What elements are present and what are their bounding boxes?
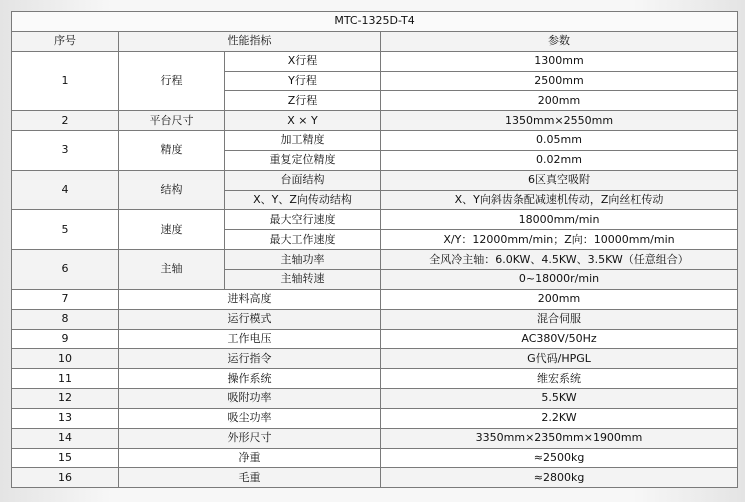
table-row	[12, 289, 738, 309]
row-no: 3	[12, 131, 119, 171]
table-row	[12, 111, 738, 131]
row-no: 1	[12, 51, 119, 111]
table-row	[12, 428, 738, 448]
row-category: 进料高度	[119, 289, 381, 309]
table-row	[12, 250, 738, 270]
row-no: 11	[12, 369, 119, 389]
row-no: 6	[12, 250, 119, 290]
header-no: 序号	[12, 31, 119, 51]
row-value: 全风冷主轴：6.0KW、4.5KW、3.5KW（任意组合）	[381, 250, 738, 270]
row-value: AC380V/50Hz	[381, 329, 738, 349]
row-no: 2	[12, 111, 119, 131]
table-row	[12, 408, 738, 428]
row-value: 0.05mm	[381, 131, 738, 151]
header-spec: 性能指标	[119, 31, 381, 51]
row-value: 18000mm/min	[381, 210, 738, 230]
table-row	[12, 468, 738, 488]
row-subitem: Z行程	[225, 91, 381, 111]
row-value: ≈2800kg	[381, 468, 738, 488]
row-subitem: 主轴转速	[225, 269, 381, 289]
row-subitem: 最大空行速度	[225, 210, 381, 230]
row-value: X、Y向斜齿条配减速机传动，Z向丝杠传动	[381, 190, 738, 210]
row-no: 4	[12, 170, 119, 210]
row-subitem: X、Y、Z向传动结构	[225, 190, 381, 210]
row-no: 5	[12, 210, 119, 250]
row-value: 1350mm×2550mm	[381, 111, 738, 131]
row-subitem: Y行程	[225, 71, 381, 91]
row-category: 操作系统	[119, 369, 381, 389]
row-value: 0~18000r/min	[381, 269, 738, 289]
row-no: 7	[12, 289, 119, 309]
row-category: 净重	[119, 448, 381, 468]
row-no: 9	[12, 329, 119, 349]
row-value: 混合伺服	[381, 309, 738, 329]
table-row	[12, 131, 738, 151]
row-category: 精度	[119, 131, 225, 171]
table-row	[12, 448, 738, 468]
row-subitem: X行程	[225, 51, 381, 71]
row-category: 吸附功率	[119, 389, 381, 409]
row-no: 13	[12, 408, 119, 428]
table-row	[12, 309, 738, 329]
row-value: 维宏系统	[381, 369, 738, 389]
row-subitem: 重复定位精度	[225, 150, 381, 170]
row-value: 2500mm	[381, 71, 738, 91]
row-value: 5.5KW	[381, 389, 738, 409]
row-category: 毛重	[119, 468, 381, 488]
table-row	[12, 329, 738, 349]
row-subitem: 最大工作速度	[225, 230, 381, 250]
row-subitem: 主轴功率	[225, 250, 381, 270]
row-subitem: 台面结构	[225, 170, 381, 190]
row-category: 工作电压	[119, 329, 381, 349]
row-category: 外形尺寸	[119, 428, 381, 448]
table-row	[12, 51, 738, 71]
row-value: 0.02mm	[381, 150, 738, 170]
table-row	[12, 349, 738, 369]
row-category: 行程	[119, 51, 225, 111]
table-row	[12, 369, 738, 389]
row-value: 6区真空吸附	[381, 170, 738, 190]
row-value: 1300mm	[381, 51, 738, 71]
row-category: 速度	[119, 210, 225, 250]
spec-table	[11, 11, 738, 488]
row-no: 12	[12, 389, 119, 409]
row-value: 200mm	[381, 91, 738, 111]
row-category: 运行模式	[119, 309, 381, 329]
row-value: 3350mm×2350mm×1900mm	[381, 428, 738, 448]
row-no: 10	[12, 349, 119, 369]
row-no: 15	[12, 448, 119, 468]
table-row	[12, 170, 738, 190]
row-category: 结构	[119, 170, 225, 210]
row-value: G代码/HPGL	[381, 349, 738, 369]
row-category: 运行指令	[119, 349, 381, 369]
row-category: 平台尺寸	[119, 111, 225, 131]
table-row	[12, 210, 738, 230]
row-no: 16	[12, 468, 119, 488]
table-row	[12, 389, 738, 409]
row-subitem: 加工精度	[225, 131, 381, 151]
row-no: 8	[12, 309, 119, 329]
row-subitem: X × Y	[225, 111, 381, 131]
header-param: 参数	[381, 31, 738, 51]
row-value: ≈2500kg	[381, 448, 738, 468]
row-value: X/Y：12000mm/min；Z向：10000mm/min	[381, 230, 738, 250]
table-title: MTC-1325D-T4	[12, 12, 738, 32]
row-no: 14	[12, 428, 119, 448]
row-category: 主轴	[119, 250, 225, 290]
row-value: 2.2KW	[381, 408, 738, 428]
row-category: 吸尘功率	[119, 408, 381, 428]
row-value: 200mm	[381, 289, 738, 309]
